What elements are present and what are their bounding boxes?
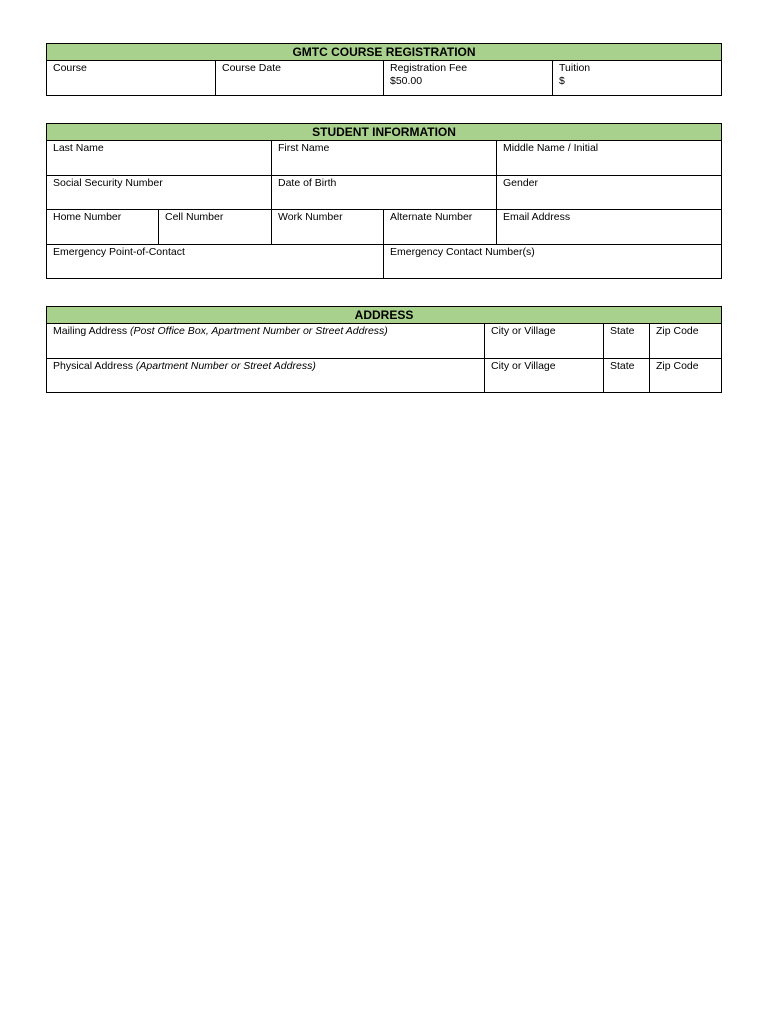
home-number-field[interactable] bbox=[47, 210, 159, 245]
first-name-label: First Name bbox=[278, 142, 330, 154]
middle-name-field[interactable] bbox=[497, 141, 722, 176]
mailing-zip-field[interactable] bbox=[650, 324, 722, 359]
mailing-state-field[interactable] bbox=[604, 324, 650, 359]
course-label: Course bbox=[53, 62, 87, 74]
work-number-label: Work Number bbox=[278, 211, 343, 223]
email-label: Email Address bbox=[503, 211, 571, 223]
dob-label: Date of Birth bbox=[278, 176, 337, 189]
alternate-number-field[interactable] bbox=[384, 210, 497, 245]
course-registration-title: GMTC COURSE REGISTRATION bbox=[47, 44, 722, 61]
ssn-field[interactable] bbox=[47, 175, 272, 210]
physical-address-label: Physical Address bbox=[53, 359, 133, 372]
student-information-title: STUDENT INFORMATION bbox=[47, 124, 722, 141]
registration-fee-field[interactable] bbox=[384, 61, 553, 96]
work-number-field[interactable] bbox=[272, 210, 384, 245]
cell-number-field[interactable] bbox=[159, 210, 272, 245]
first-name-field[interactable] bbox=[272, 141, 497, 176]
gender-label: Gender bbox=[503, 176, 539, 189]
gender-field[interactable] bbox=[497, 175, 722, 210]
course-date-field[interactable] bbox=[216, 61, 384, 96]
course-field[interactable] bbox=[47, 61, 216, 96]
mailing-zip-label: Zip Code bbox=[656, 325, 699, 337]
student-information-table bbox=[46, 123, 722, 279]
ssn-label: Social Security Number bbox=[53, 176, 163, 189]
last-name-field[interactable] bbox=[47, 141, 272, 176]
registration-fee-value: $50.00 bbox=[390, 75, 423, 87]
emergency-number-field[interactable] bbox=[384, 244, 722, 279]
home-number-label: Home Number bbox=[53, 211, 122, 223]
cell-number-label: Cell Number bbox=[165, 211, 224, 223]
physical-state-field[interactable] bbox=[604, 358, 650, 393]
physical-address-field[interactable] bbox=[47, 358, 485, 393]
address-title: ADDRESS bbox=[47, 307, 722, 324]
physical-address-hint: (Apartment Number or Street Address) bbox=[135, 359, 316, 372]
tuition-field[interactable] bbox=[553, 61, 722, 96]
mailing-state-label: State bbox=[610, 325, 635, 337]
mailing-address-hint: (Post Office Box, Apartment Number or Street Address) bbox=[130, 325, 388, 337]
last-name-label: Last Name bbox=[53, 142, 104, 154]
email-field[interactable] bbox=[497, 210, 722, 245]
mailing-city-field[interactable] bbox=[485, 324, 604, 359]
physical-city-label: City or Village bbox=[491, 359, 556, 372]
emergency-number-label: Emergency Contact Number(s) bbox=[390, 245, 535, 258]
mailing-address-label: Mailing Address bbox=[53, 325, 128, 337]
emergency-contact-field[interactable] bbox=[47, 244, 384, 279]
address-table bbox=[46, 306, 722, 393]
physical-zip-field[interactable] bbox=[650, 358, 722, 393]
tuition-value: $ bbox=[559, 75, 565, 87]
course-registration-table bbox=[46, 43, 722, 96]
physical-city-field[interactable] bbox=[485, 358, 604, 393]
physical-zip-label: Zip Code bbox=[656, 359, 699, 372]
physical-state-label: State bbox=[610, 359, 635, 372]
middle-name-label: Middle Name / Initial bbox=[503, 142, 599, 154]
dob-field[interactable] bbox=[272, 175, 497, 210]
mailing-city-label: City or Village bbox=[491, 325, 556, 337]
course-date-label: Course Date bbox=[222, 62, 281, 74]
tuition-label: Tuition bbox=[559, 62, 591, 74]
registration-fee-label: Registration Fee bbox=[390, 62, 468, 74]
emergency-contact-label: Emergency Point-of-Contact bbox=[53, 245, 185, 258]
mailing-address-field[interactable] bbox=[47, 324, 485, 359]
alternate-number-label: Alternate Number bbox=[390, 211, 473, 223]
